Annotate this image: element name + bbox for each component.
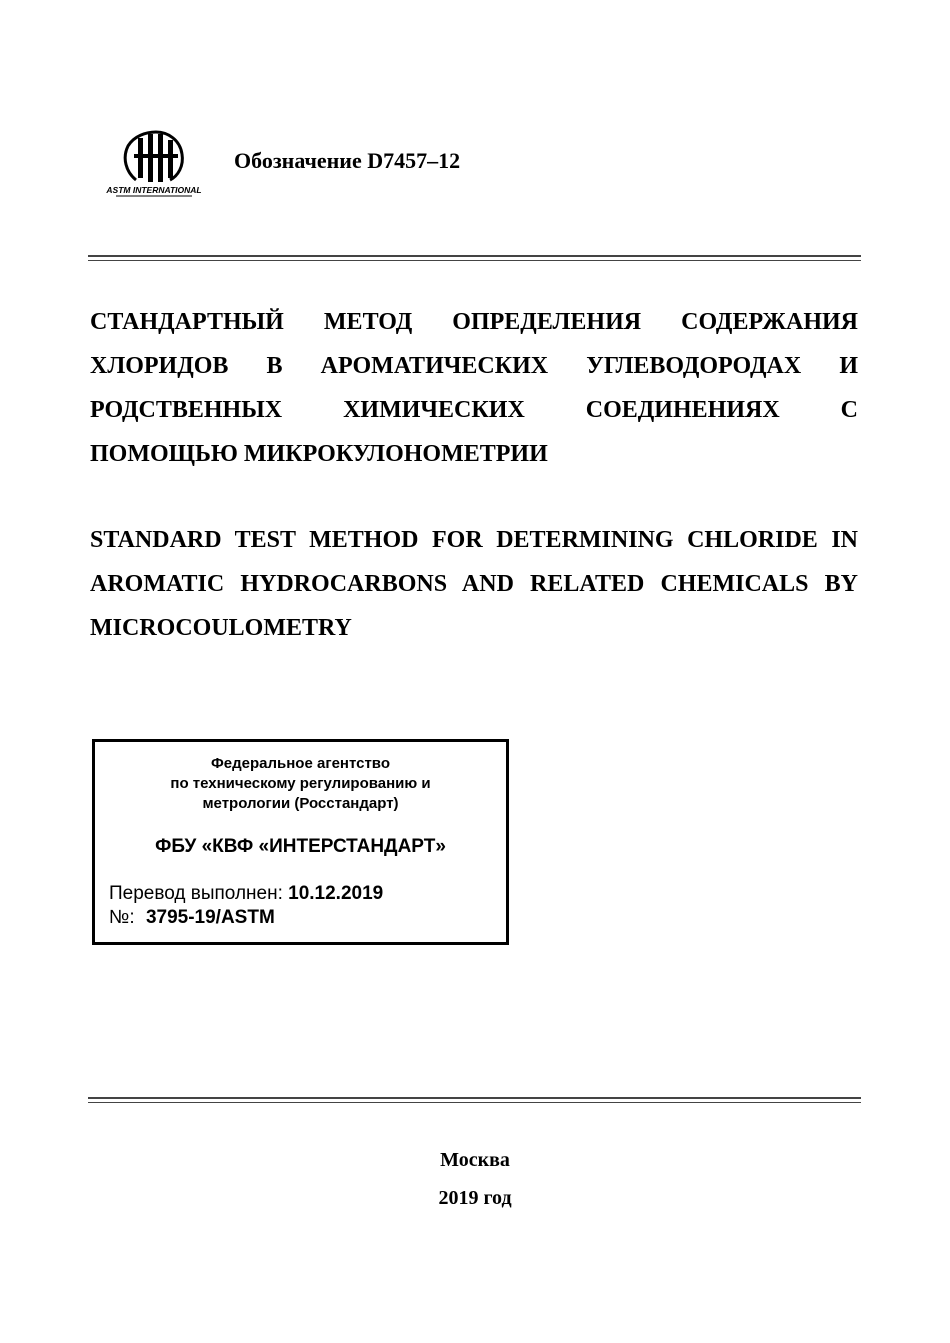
logo-wordmark: ASTM INTERNATIONAL [106, 185, 202, 195]
publication-year: 2019 год [438, 1187, 512, 1209]
agency-line: Федеральное агентство [210, 755, 390, 772]
astm-international-logo [106, 128, 202, 198]
number-label: №: [109, 907, 135, 928]
english-title-line: AROMATIC HYDROCARBONS AND RELATED CHEMICALS BY [90, 571, 858, 597]
translation-date-line [109, 883, 383, 905]
english-title-line: MICROCOULOMETRY [90, 615, 352, 641]
standard-designation: Обозначение D7457–12 [234, 148, 461, 173]
russian-title [90, 300, 858, 476]
translation-number-line [109, 907, 275, 929]
english-title-line: STANDARD TEST METHOD FOR DETERMINING CHLORIDE IN [90, 527, 858, 553]
publication-city: Москва [440, 1149, 510, 1171]
translation-number: 3795-19/ASTM [145, 907, 275, 928]
agency-name [95, 754, 506, 814]
translation-label: Перевод выполнен: [109, 883, 283, 904]
organization-name: ФБУ «КВФ «ИНТЕРСТАНДАРТ» [155, 836, 446, 857]
agency-line: по техническому регулированию и [170, 775, 431, 792]
russian-title-line: СТАНДАРТНЫЙ МЕТОД ОПРЕДЕЛЕНИЯ СОДЕРЖАНИЯ [90, 309, 858, 335]
bottom-divider [88, 1097, 861, 1103]
english-title [90, 518, 858, 650]
russian-title-line: РОДСТВЕННЫХ ХИМИЧЕСКИХ СОЕДИНЕНИЯХ С [90, 397, 858, 423]
russian-title-line: ПОМОЩЬЮ МИКРОКУЛОНОМЕТРИИ [90, 441, 548, 467]
agency-line: метрологии (Росстандарт) [202, 795, 399, 812]
russian-title-line: ХЛОРИДОВ В АРОМАТИЧЕСКИХ УГЛЕВОДОРОДАХ И [90, 353, 858, 379]
translation-stamp [92, 739, 509, 945]
top-divider [88, 255, 861, 261]
translation-date: 10.12.2019 [288, 883, 384, 904]
